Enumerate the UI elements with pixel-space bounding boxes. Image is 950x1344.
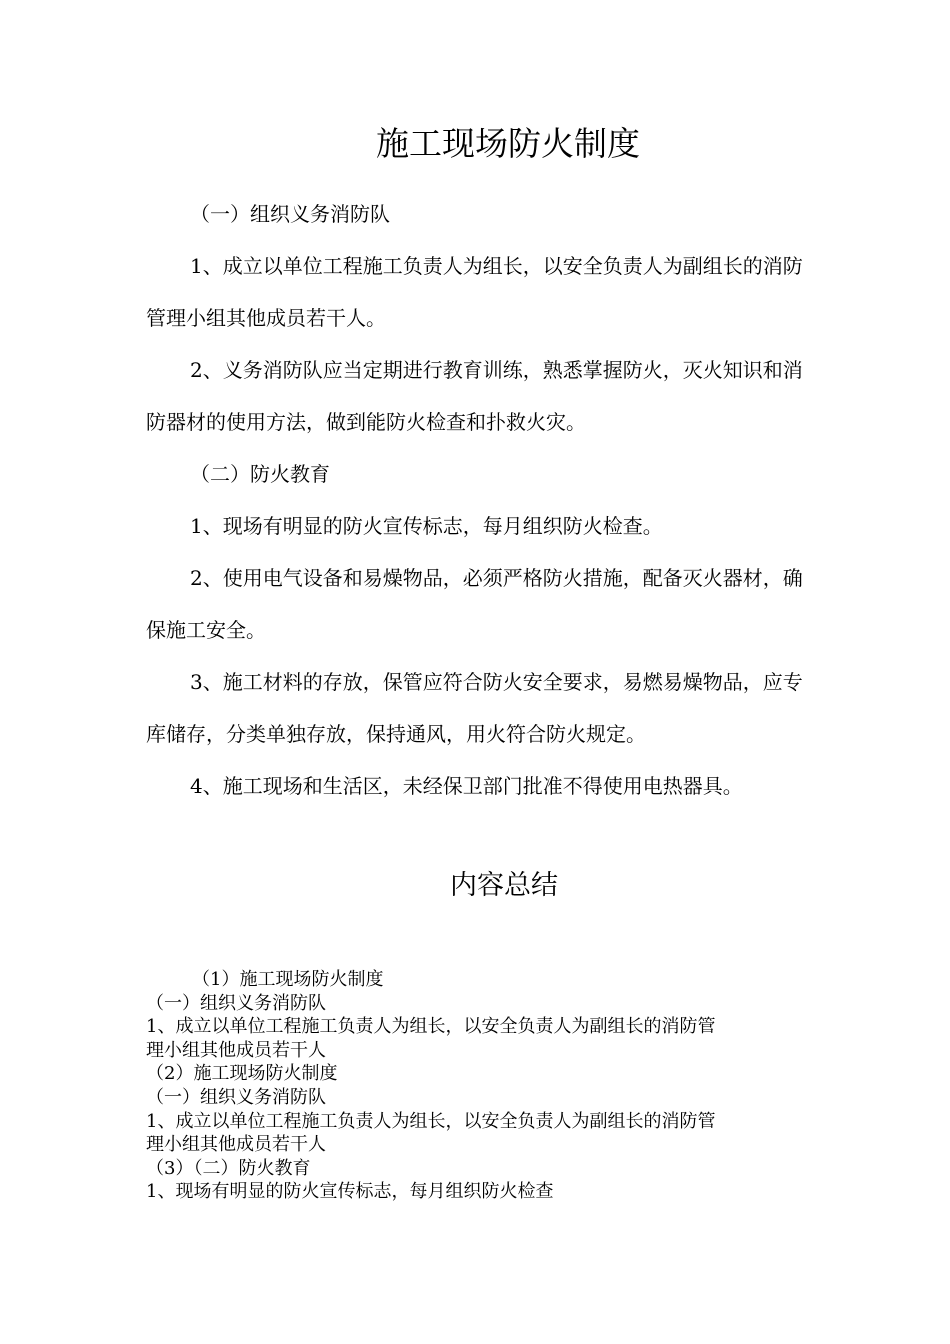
section-heading-1: （一）组织义务消防队	[190, 202, 390, 226]
summary-line: （一）组织义务消防队	[146, 1086, 326, 1108]
summary-line: 理小组其他成员若干人	[146, 1039, 326, 1061]
paragraph-2-2: 2、使用电气设备和易燥物品，必须严格防火措施，配备灭火器材，确保施工安全。	[146, 566, 803, 642]
summary-line: （3）（二）防火教育	[146, 1157, 311, 1179]
paragraph-2-1: 1、现场有明显的防火宣传标志，每月组织防火检查。	[190, 514, 663, 538]
summary-line: 理小组其他成员若干人	[146, 1134, 326, 1156]
summary-line: 1、成立以单位工程施工负责人为组长，以安全负责人为副组长的消防管	[146, 1110, 716, 1132]
summary-line: （1）施工现场防火制度	[192, 969, 384, 990]
section-heading-2: （二）防火教育	[190, 462, 330, 486]
summary-block	[146, 968, 808, 1204]
page-title: 施工现场防火制度	[376, 124, 640, 163]
summary-line: （一）组织义务消防队	[146, 992, 326, 1014]
summary-line: 1、成立以单位工程施工负责人为组长，以安全负责人为副组长的消防管	[146, 1016, 716, 1038]
paragraph-1-1: 1、成立以单位工程施工负责人为组长，以安全负责人为副组长的消防管理小组其他成员若干人。	[146, 254, 803, 330]
paragraph-2-4: 4、施工现场和生活区，未经保卫部门批准不得使用电热器具。	[190, 774, 743, 798]
summary-line: 1、现场有明显的防火宣传标志，每月组织防火检查	[146, 1181, 554, 1203]
paragraph-1-2: 2、义务消防队应当定期进行教育训练，熟悉掌握防火，灭火知识和消防器材的使用方法，做到能防火检查和扑救火灾。	[146, 358, 803, 434]
document-body	[146, 188, 808, 812]
paragraph-2-3: 3、施工材料的存放，保管应符合防火安全要求，易燃易燥物品，应专库储存，分类单独存放，保持通风，用火符合防火规定。	[146, 670, 803, 746]
summary-title: 内容总结	[450, 870, 558, 901]
summary-line: （2）施工现场防火制度	[146, 1063, 338, 1085]
